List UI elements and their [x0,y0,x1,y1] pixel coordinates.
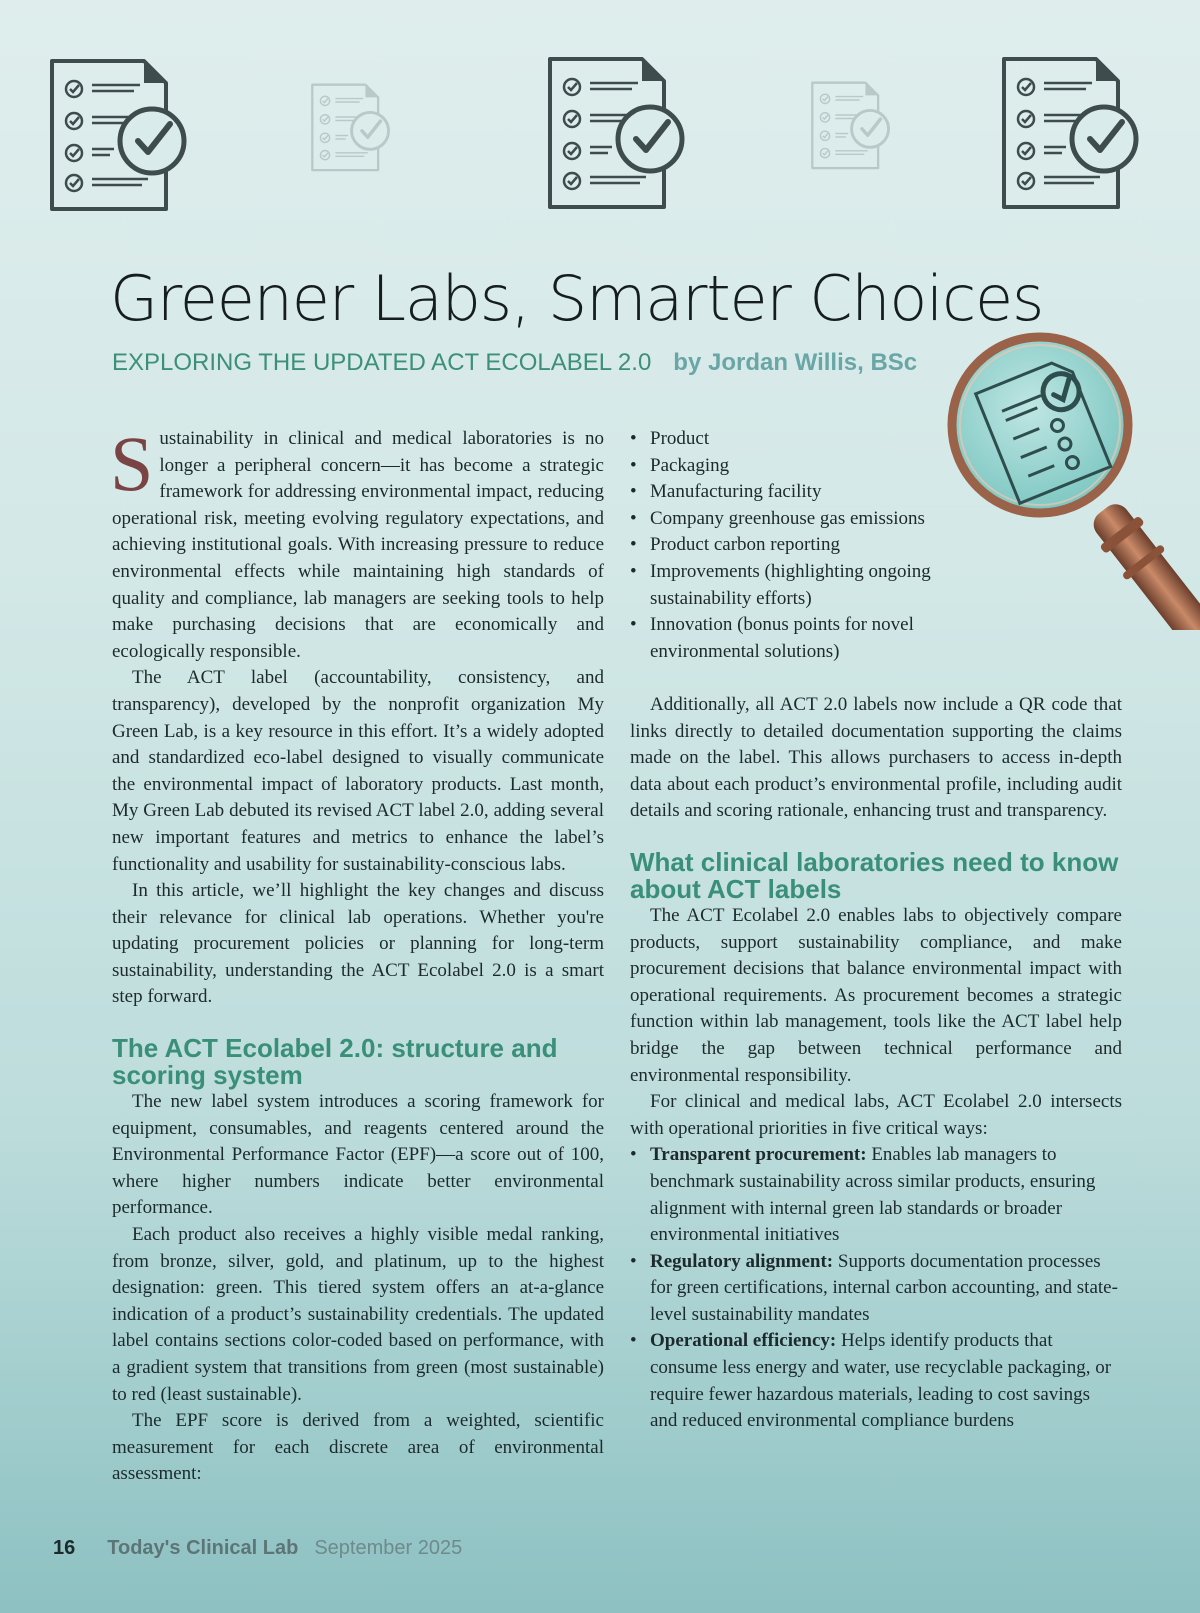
intro-text: ustainability in clinical and medical laboratories is no longer a peripheral concern—it has become a strategic framework for addressing environmental impact, reducing operational risk, meeting evolving regulatory expectations, and achieving institutional goals. With increasing pressure to reduce environmental effects while maintaining high standards of quality and compliance, lab managers are seeking tools to help make purchasing decisions that are economically and ecologically responsible. [112,428,604,662]
list-item: • Innovation (bonus points for novel environmental solutions) [630,612,990,665]
body-paragraph: Each product also receives a highly visible medal ranking, from bronze, silver, gold, and platinum, up to the highest designation: green. This tiered system offers an at-a-glance indication of a product’s sustainability credentials. The updated label contains sections color-coded based on performance, with a gradient system that transitions from green (most sustainable) to red (least sustainable). [112,1224,604,1405]
dropcap: S [110,420,154,507]
checklist-icon-faded [810,80,892,172]
section-heading: The ACT Ecolabel 2.0: structure and scoring system [112,1033,558,1091]
list-item: • Manufacturing facility [630,479,990,506]
page-footer [53,1537,462,1560]
right-column-top [630,426,990,665]
article-subtitle [112,349,917,377]
body-paragraph: The EPF score is derived from a weighted, scientific measurement for each discrete area of environmental assessment: [112,1410,604,1485]
assessment-area-list [630,426,990,665]
list-item: • Packaging [630,453,990,480]
list-item-text: Enables lab managers to benchmark sustainability across similar products, ensuring alignment with internal green lab standards or broader environmental initiatives [650,1144,1096,1246]
subtitle-text: EXPLORING THE UPDATED ACT ECOLABEL 2.0 [112,349,652,376]
list-item: • Improvements (highlighting ongoing sustainability efforts) [630,559,990,612]
right-column [630,692,1122,1435]
checklist-icon [1000,55,1142,213]
magazine-name: Today's Clinical Lab [107,1537,299,1559]
list-item [630,1328,1122,1434]
issue-date: September 2025 [314,1537,463,1559]
left-column [110,420,604,1488]
list-item-term: Transparent procurement: [650,1144,867,1166]
checklist-icon [48,57,190,215]
article-title: Greener Labs, Smarter Choices [110,262,1044,335]
page-number: 16 [53,1537,76,1559]
checklist-icon-faded [310,82,392,174]
list-item-term: Operational efficiency: [650,1330,837,1352]
list-item-text: Supports documentation processes for green certifications, internal carbon accounting, and state-level sustainability mandates [650,1250,1118,1325]
priority-list [630,1142,1122,1435]
body-paragraph: For clinical and medical labs, ACT Ecolabel 2.0 intersects with operational priorities in five critical ways: [630,1091,1122,1139]
list-item-term: Regulatory alignment: [650,1250,834,1272]
list-item [630,1249,1122,1329]
header-icon-row [0,0,1200,230]
list-item [630,1142,1122,1248]
byline: by Jordan Willis, BSc [673,349,918,376]
list-item: • Product carbon reporting [630,532,990,559]
section-heading: What clinical laboratories need to know about ACT labels [630,846,1119,904]
list-item: • Company greenhouse gas emissions [630,506,990,533]
body-paragraph: The ACT Ecolabel 2.0 enables labs to objectively compare products, support sustainability compliance, and make procurement decisions that balance environmental impact with operational requirements. As procurement becomes a strategic function within lab management, tools like the ACT label help bridge the gap between technical performance and environmental responsibility. [630,904,1122,1086]
intro-paragraph [110,420,604,665]
list-item-text: Helps identify products that consume less energy and water, use recyclable packaging, or require fewer hazardous materials, leading to cost savings and reduced environmental compliance burdens [650,1330,1112,1432]
checklist-icon [546,55,688,213]
list-item: • Product [630,426,990,453]
body-paragraph: In this article, we’ll highlight the key changes and discuss their relevance for clinical lab operations. Whether you're updating procurement policies or planning for long-term sustainability, understanding the ACT Ecolabel 2.0 is a smart step forward. [112,880,604,1008]
body-paragraph: The ACT label (accountability, consistency, and transparency), developed by the nonprofit organization My Green Lab, is a key resource in this effort. It’s a widely adopted and standardized eco-label designed to visually communicate the environmental impact of laboratory products. Last month, My Green Lab debuted its revised ACT label 2.0, adding several new important features and metrics to enhance the label’s functionality and usability for sustainability-conscious labs. [112,667,604,875]
body-paragraph: The new label system introduces a scoring framework for equipment, consumables, and reagents centered around the Environmental Performance Factor (EPF)—a score out of 100, where higher numbers indicate better environmental performance. [112,1091,604,1219]
body-paragraph: Additionally, all ACT 2.0 labels now include a QR code that links directly to detailed documentation supporting the claims made on the label. This allows purchasers to access in-depth data about each product’s environmental profile, including audit details and scoring rationale, enhancing trust and transparency. [630,694,1122,822]
